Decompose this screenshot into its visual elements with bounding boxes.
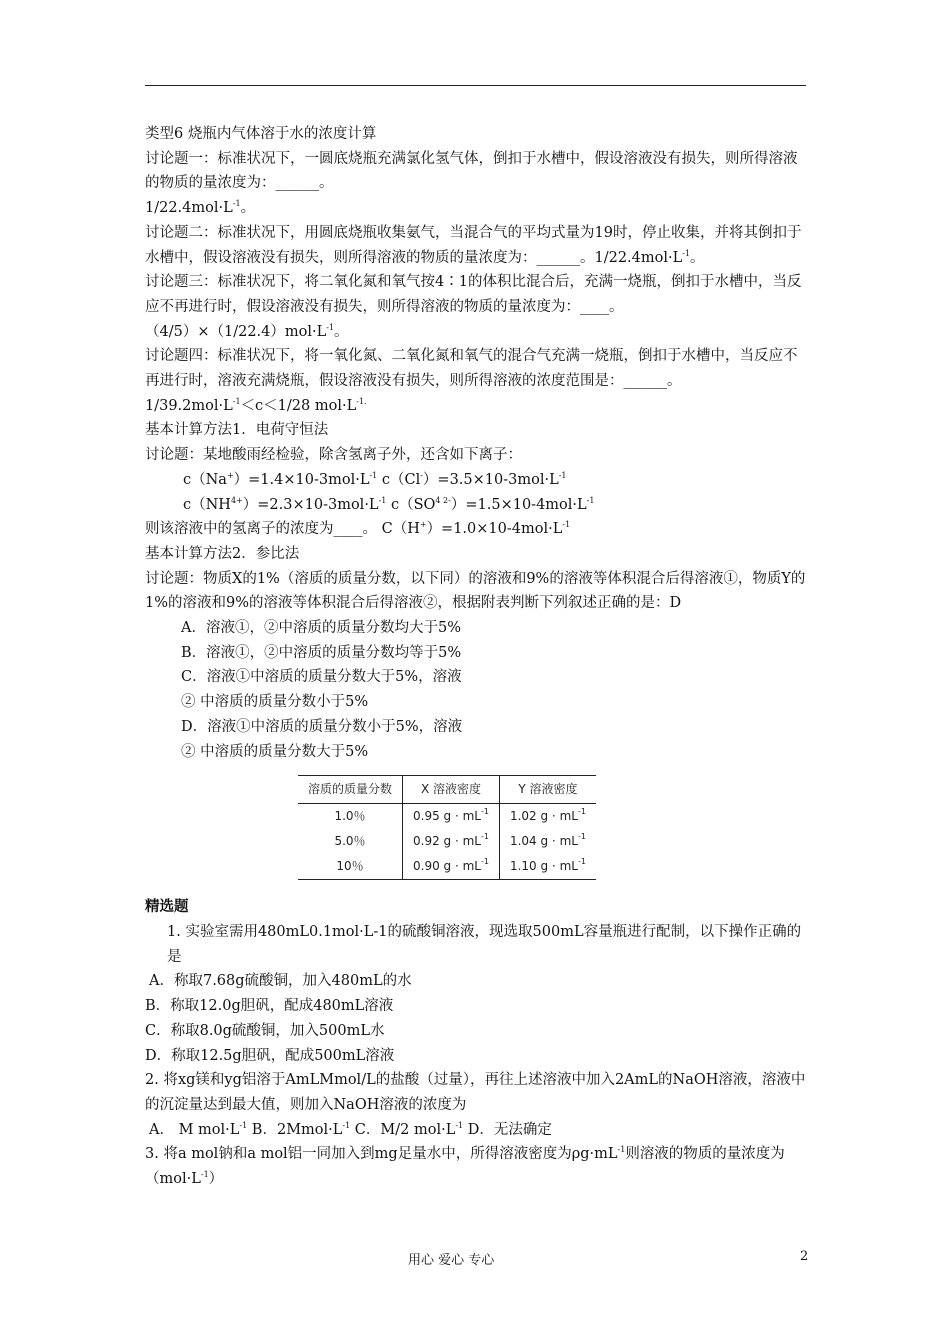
text-paragraph — [145, 542, 807, 567]
text-run: 1/22.4mol·L — [145, 200, 233, 217]
text-run: C．称取8.0g硫酸铜，加入500mL水 — [145, 1022, 385, 1039]
table-header-cell: X 溶液密度 — [403, 776, 500, 804]
superscript: -1 — [378, 495, 387, 505]
superscript: -1 — [232, 199, 241, 209]
unit-exponent: -1 — [577, 832, 586, 842]
unit-exponent: -1 — [577, 857, 586, 867]
text-run: D．溶液①中溶质的质量分数小于5%，溶液 — [181, 718, 463, 735]
superscript: -1 — [455, 1120, 464, 1130]
text-paragraph — [145, 740, 807, 765]
text-run: B．称取12.0g胆矾，配成480mL溶液 — [145, 998, 394, 1015]
text-paragraph — [145, 493, 807, 518]
table-header-cell: 溶质的质量分数 — [298, 776, 403, 804]
text-run: 讨论题：物质X的1%（溶质的质量分数，以下同）的溶液和9%的溶液等体积混合后得溶液①，物质Y的1%的溶液和9%的溶液等体积混合后得溶液②，根据附表判断下列叙述正确的是：D — [145, 570, 806, 612]
text-paragraph — [145, 715, 807, 740]
cell-value: 0.95 g · mL — [413, 809, 481, 824]
text-run: （4/5）×（1/22.4）mol·L — [145, 323, 327, 340]
text-run: c（Cl — [377, 471, 421, 488]
text-run: c（NH — [183, 496, 231, 513]
text-paragraph — [145, 1118, 807, 1143]
text-run: 则该溶液中的氢离子的浓度为____。 C（H — [145, 521, 420, 538]
section-discussions — [145, 122, 807, 764]
superscript: -1 — [326, 322, 335, 332]
table-cell — [298, 829, 403, 854]
superscript: -1 — [586, 495, 595, 505]
superscript: -1. — [356, 396, 367, 406]
table-cell — [499, 829, 595, 854]
cell-value: 0.90 g · mL — [413, 859, 481, 874]
cell-value: 5.0％ — [334, 834, 366, 849]
superscript: 4 2- — [435, 495, 451, 505]
text-run: A．称取7.68g硫酸铜，加入480mL的水 — [149, 973, 412, 990]
superscript: 4+ — [230, 495, 243, 505]
page-footer — [0, 1249, 950, 1269]
text-paragraph — [145, 196, 807, 221]
text-paragraph — [145, 221, 807, 270]
superscript: + — [226, 470, 234, 480]
cell-value: 1.02 g · mL — [509, 809, 578, 824]
superscript: -1 — [369, 470, 378, 480]
text-run: 1/39.2mol·L — [145, 397, 233, 414]
text-run: c（SO — [386, 496, 436, 513]
text-run: 基本计算方法2．参比法 — [145, 545, 300, 562]
text-paragraph — [145, 270, 807, 319]
superscript: -1 — [682, 248, 691, 258]
cell-value: 1.10 g · mL — [509, 859, 578, 874]
text-run: 讨论题四：标准状况下，将一氧化氮、二氧化氮和氧气的混合气充满一烧瓶，倒扣于水槽中，当反应不再进行时，溶液充满烧瓶，假设溶液没有损失，则所得溶液的浓度范围是：______。 — [145, 348, 798, 390]
unit-exponent: -1 — [577, 807, 586, 817]
superscript: -1 — [239, 1120, 248, 1130]
superscript: -1 — [200, 1170, 209, 1180]
text-paragraph — [145, 1019, 807, 1044]
text-run: 。 — [240, 200, 256, 217]
table-row — [298, 804, 596, 830]
text-paragraph — [145, 969, 807, 994]
page-number: 2 — [800, 1249, 809, 1264]
table-body — [298, 804, 596, 880]
cell-value: 10％ — [336, 859, 364, 874]
header-rule — [145, 85, 806, 86]
text-run: 则溶液的物质的量浓度为（mol·L — [145, 1146, 785, 1188]
document-body — [145, 122, 807, 1192]
text-paragraph — [145, 147, 807, 196]
text-run: 基本计算方法1．电荷守恒法 — [145, 422, 329, 439]
superscript: -1 — [558, 470, 567, 480]
text-run: B．2Mmol·L — [247, 1121, 343, 1138]
unit-exponent: -1 — [480, 857, 489, 867]
text-paragraph — [145, 122, 807, 147]
text-paragraph — [145, 1142, 807, 1191]
text-run: ）=3.5×10-3mol·L — [422, 471, 559, 488]
superscript: - — [420, 470, 423, 480]
text-run: ）=1.0×10-4mol·L — [426, 521, 563, 538]
text-run: c（Na — [183, 471, 227, 488]
text-run: C．溶液①中溶质的质量分数大于5%，溶液 — [181, 669, 462, 686]
table-cell — [403, 829, 500, 854]
cell-value: 0.92 g · mL — [413, 834, 481, 849]
table-cell — [499, 804, 595, 830]
text-paragraph — [145, 895, 807, 920]
text-run: 精选题 — [145, 898, 189, 916]
footer-slogan: 用心 爱心 专心 — [408, 1253, 495, 1268]
text-run: ） — [208, 1171, 224, 1188]
text-run: ）=1.4×10-3mol·L — [233, 471, 370, 488]
text-run: ② 中溶质的质量分数大于5% — [181, 743, 369, 760]
text-paragraph — [145, 665, 807, 690]
text-paragraph — [145, 616, 807, 641]
unit-exponent: -1 — [480, 807, 489, 817]
text-paragraph — [145, 320, 807, 345]
table-cell — [298, 854, 403, 880]
table-cell — [403, 804, 500, 830]
table-cell — [499, 854, 595, 880]
text-run: 1. 实验室需用480mL0.1mol·L-1的硫酸铜溶液，现选取500mL容量瓶进行配制，以下操作正确的是 — [167, 923, 802, 965]
table-row — [298, 854, 596, 880]
table-header-row — [298, 776, 596, 804]
text-run: ）=1.5×10-4mol·L — [450, 496, 587, 513]
text-paragraph — [145, 690, 807, 715]
text-paragraph — [145, 517, 807, 542]
superscript: -1 — [562, 520, 571, 530]
text-run: ＜c＜1/28 mol·L — [240, 397, 357, 414]
text-run: 。 — [690, 249, 705, 266]
superscript: + — [419, 520, 427, 530]
text-paragraph — [145, 468, 807, 493]
unit-exponent: -1 — [480, 832, 489, 842]
text-run: ② 中溶质的质量分数小于5% — [181, 694, 369, 711]
text-paragraph — [145, 443, 807, 468]
text-paragraph — [145, 1068, 807, 1117]
text-run: 讨论题：某地酸雨经检验，除含氢离子外，还含如下离子： — [145, 447, 522, 464]
text-run: 讨论题二：标准状况下，用圆底烧瓶收集氨气，当混合气的平均式量为19时，停止收集，并将其倒扣于水槽中，假设溶液没有损失，则所得溶液的物质的量浓度为：______。1/22.4mol·L — [145, 224, 802, 266]
text-run: 讨论题三：标准状况下，将二氧化氮和氧气按4∶1的体积比混合后，充满一烧瓶，倒扣于水槽中，当反应不再进行时，假设溶液没有损失，则所得溶液的物质的量浓度为：____。 — [145, 274, 802, 315]
text-run: A． M mol·L — [149, 1121, 240, 1138]
text-run: D．称取12.5g胆矾，配成500mL溶液 — [145, 1047, 395, 1064]
table-cell — [403, 854, 500, 880]
superscript: -1 — [617, 1145, 626, 1155]
text-paragraph — [145, 394, 807, 419]
section-selected-questions — [145, 895, 807, 1191]
text-run: 2. 将xg镁和yg铝溶于AmLMmol/L的盐酸（过量），再往上述溶液中加入2AmL的NaOH溶液，溶液中的沉淀量达到最大值，则加入NaOH溶液的浓度为 — [145, 1072, 806, 1113]
text-run: 讨论题一：标准状况下，一圆底烧瓶充满氯化氢气体，倒扣于水槽中，假设溶液没有损失，则所得溶液的物质的量浓度为：______。 — [145, 150, 798, 192]
text-paragraph — [145, 344, 807, 393]
text-run: D．无法确定 — [463, 1121, 552, 1138]
text-run: 。 — [334, 323, 349, 340]
text-run: A．溶液①，②中溶质的质量分数均大于5% — [181, 620, 461, 637]
table-row — [298, 829, 596, 854]
cell-value: 1.0％ — [334, 809, 366, 824]
text-run: 3. 将a mol钠和a mol铝一同加入到mg足量水中，所得溶液密度为ρg·mL — [145, 1146, 618, 1163]
text-paragraph — [145, 994, 807, 1019]
text-paragraph — [145, 641, 807, 666]
text-paragraph — [145, 1044, 807, 1069]
text-run: B．溶液①，②中溶质的质量分数均等于5% — [181, 644, 462, 661]
density-table — [298, 775, 596, 880]
text-run: ）=2.3×10-3mol·L — [242, 496, 379, 513]
superscript: -1 — [342, 1120, 351, 1130]
text-paragraph — [145, 418, 807, 443]
cell-value: 1.04 g · mL — [509, 834, 578, 849]
table-header-cell: Y 溶液密度 — [499, 776, 595, 804]
superscript: -1 — [232, 396, 241, 406]
text-run: C．M/2 mol·L — [350, 1121, 456, 1138]
text-run: 类型6 烧瓶内气体溶于水的浓度计算 — [145, 126, 377, 142]
table-cell — [298, 804, 403, 830]
text-paragraph — [145, 567, 807, 616]
text-paragraph — [145, 920, 807, 969]
